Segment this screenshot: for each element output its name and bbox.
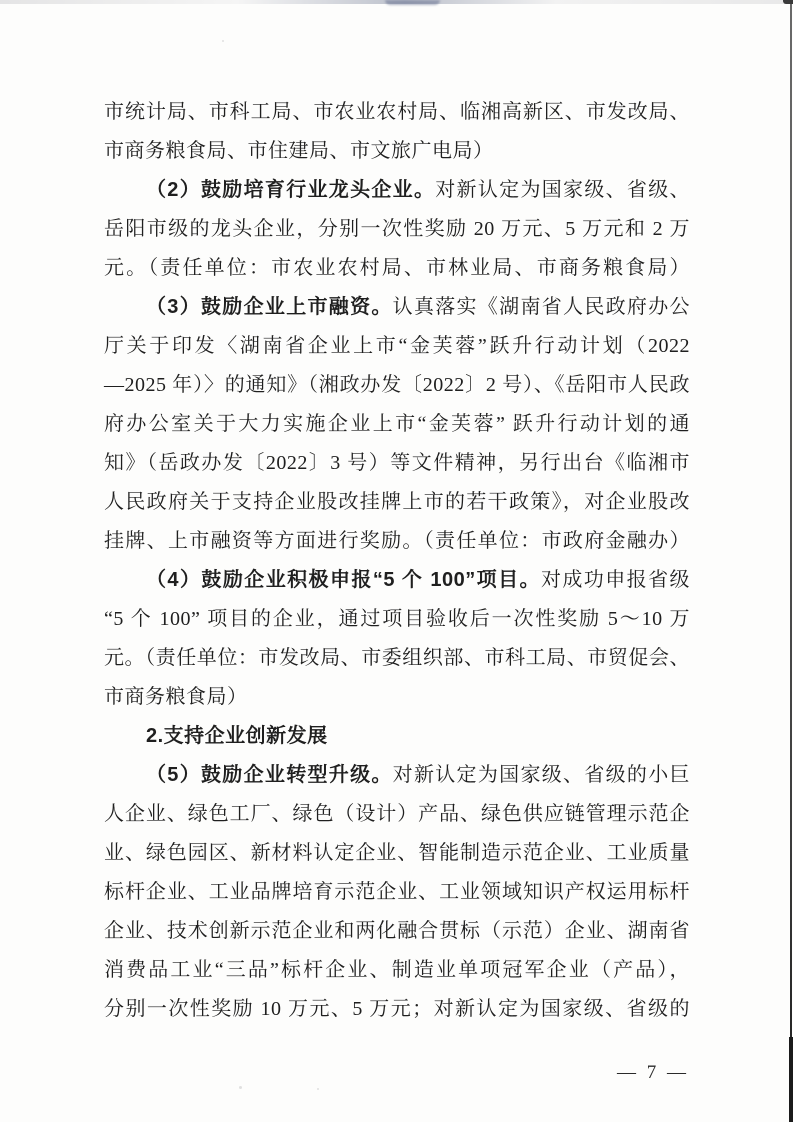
text-segment: 业、绿色园区、新材料认定企业、智能制造示范企业、工业质量: [104, 842, 690, 864]
text-segment: 分别一次性奖励 10 万元、5 万元；对新认定为国家级、省级的: [104, 998, 690, 1020]
document-body-text: [104, 93, 690, 1029]
text-segment: 人企业、绿色工厂、绿色（设计）产品、绿色供应链管理示范企: [104, 803, 690, 825]
text-segment: 企业、技术创新示范企业和两化融合贯标（示范）企业、湖南省: [104, 920, 690, 942]
text-line: [104, 600, 690, 639]
text-segment: 消费品工业“三品”标杆企业、制造业单项冠军企业（产品），: [104, 959, 690, 981]
text-segment: 元。（责任单位：市农业农村局、市林业局、市商务粮食局）: [104, 257, 690, 279]
text-segment: —2025 年）〉的通知》（湘政办发〔2022〕2 号）、《岳阳市人民政: [104, 374, 690, 396]
scan-artifact-top-right-corner: [783, 0, 793, 4]
scan-artifact-right-edge-bottom: [789, 1037, 793, 1122]
page-number: — 7 —: [617, 1062, 689, 1083]
text-line: [104, 405, 690, 444]
heading-segment: 2.支持企业创新发展: [146, 725, 328, 747]
text-segment: 人民政府关于支持企业股改挂牌上市的若干政策》，对企业股改: [104, 491, 690, 513]
text-line: [104, 834, 690, 873]
scan-speck: [222, 40, 224, 42]
text-line: [104, 210, 690, 249]
text-line: [104, 132, 690, 171]
text-line: [104, 678, 690, 717]
heading-segment: （2）鼓励培育行业龙头企业。: [146, 179, 436, 201]
scan-artifact-right-edge: [790, 0, 792, 1122]
text-line: [104, 93, 690, 132]
text-line: [104, 912, 690, 951]
scan-speck: [239, 1086, 242, 1089]
heading-segment: （4）鼓励企业积极申报“5 个 100”项目。: [146, 569, 541, 591]
text-line: [104, 990, 690, 1029]
text-segment: 岳阳市级的龙头企业，分别一次性奖励 20 万元、5 万元和 2 万: [104, 218, 690, 240]
text-line: [104, 873, 690, 912]
text-segment: 对新认定为国家级、省级的小巨: [392, 764, 691, 786]
text-segment: 厅关于印发〈湖南省企业上市“金芙蓉”跃升行动计划（2022: [104, 335, 690, 357]
text-line: [104, 171, 690, 210]
text-line: [104, 639, 690, 678]
text-line: [104, 756, 690, 795]
text-segment: “5 个 100” 项目的企业，通过项目验收后一次性奖励 5～10 万: [104, 608, 690, 630]
text-line: [104, 249, 690, 288]
text-segment: 对成功申报省级: [540, 569, 691, 591]
text-segment: 市统计局、市科工局、市农业农村局、临湘高新区、市发改局、: [104, 101, 690, 123]
heading-segment: （3）鼓励企业上市融资。: [146, 296, 393, 318]
heading-segment: （5）鼓励企业转型升级。: [146, 764, 393, 786]
text-segment: 认真落实《湖南省人民政府办公: [392, 296, 691, 318]
text-line: [104, 795, 690, 834]
text-segment: 对新认定为国家级、省级、: [435, 179, 691, 201]
text-line: [104, 366, 690, 405]
text-line: [104, 717, 690, 756]
scan-artifact-top-smudge: [385, 0, 440, 5]
text-line: [104, 444, 690, 483]
text-segment: 知》（岳政办发〔2022〕3 号）等文件精神，另行出台《临湘市: [104, 452, 690, 474]
text-segment: 市商务粮食局、市住建局、市文旅广电局）: [104, 140, 494, 162]
text-line: [104, 561, 690, 600]
text-segment: 挂牌、上市融资等方面进行奖励。（责任单位：市政府金融办）: [104, 530, 690, 552]
text-line: [104, 327, 690, 366]
scan-speck: [317, 1088, 319, 1090]
text-segment: 标杆企业、工业品牌培育示范企业、工业领域知识产权运用标杆: [104, 881, 690, 903]
text-segment: 元。（责任单位：市发改局、市委组织部、市科工局、市贸促会、: [104, 647, 690, 669]
text-segment: 府办公室关于大力实施企业上市“金芙蓉” 跃升行动计划的通: [104, 413, 690, 435]
text-line: [104, 522, 690, 561]
text-line: [104, 288, 690, 327]
text-line: [104, 483, 690, 522]
text-line: [104, 951, 690, 990]
text-segment: 市商务粮食局）: [104, 686, 248, 708]
